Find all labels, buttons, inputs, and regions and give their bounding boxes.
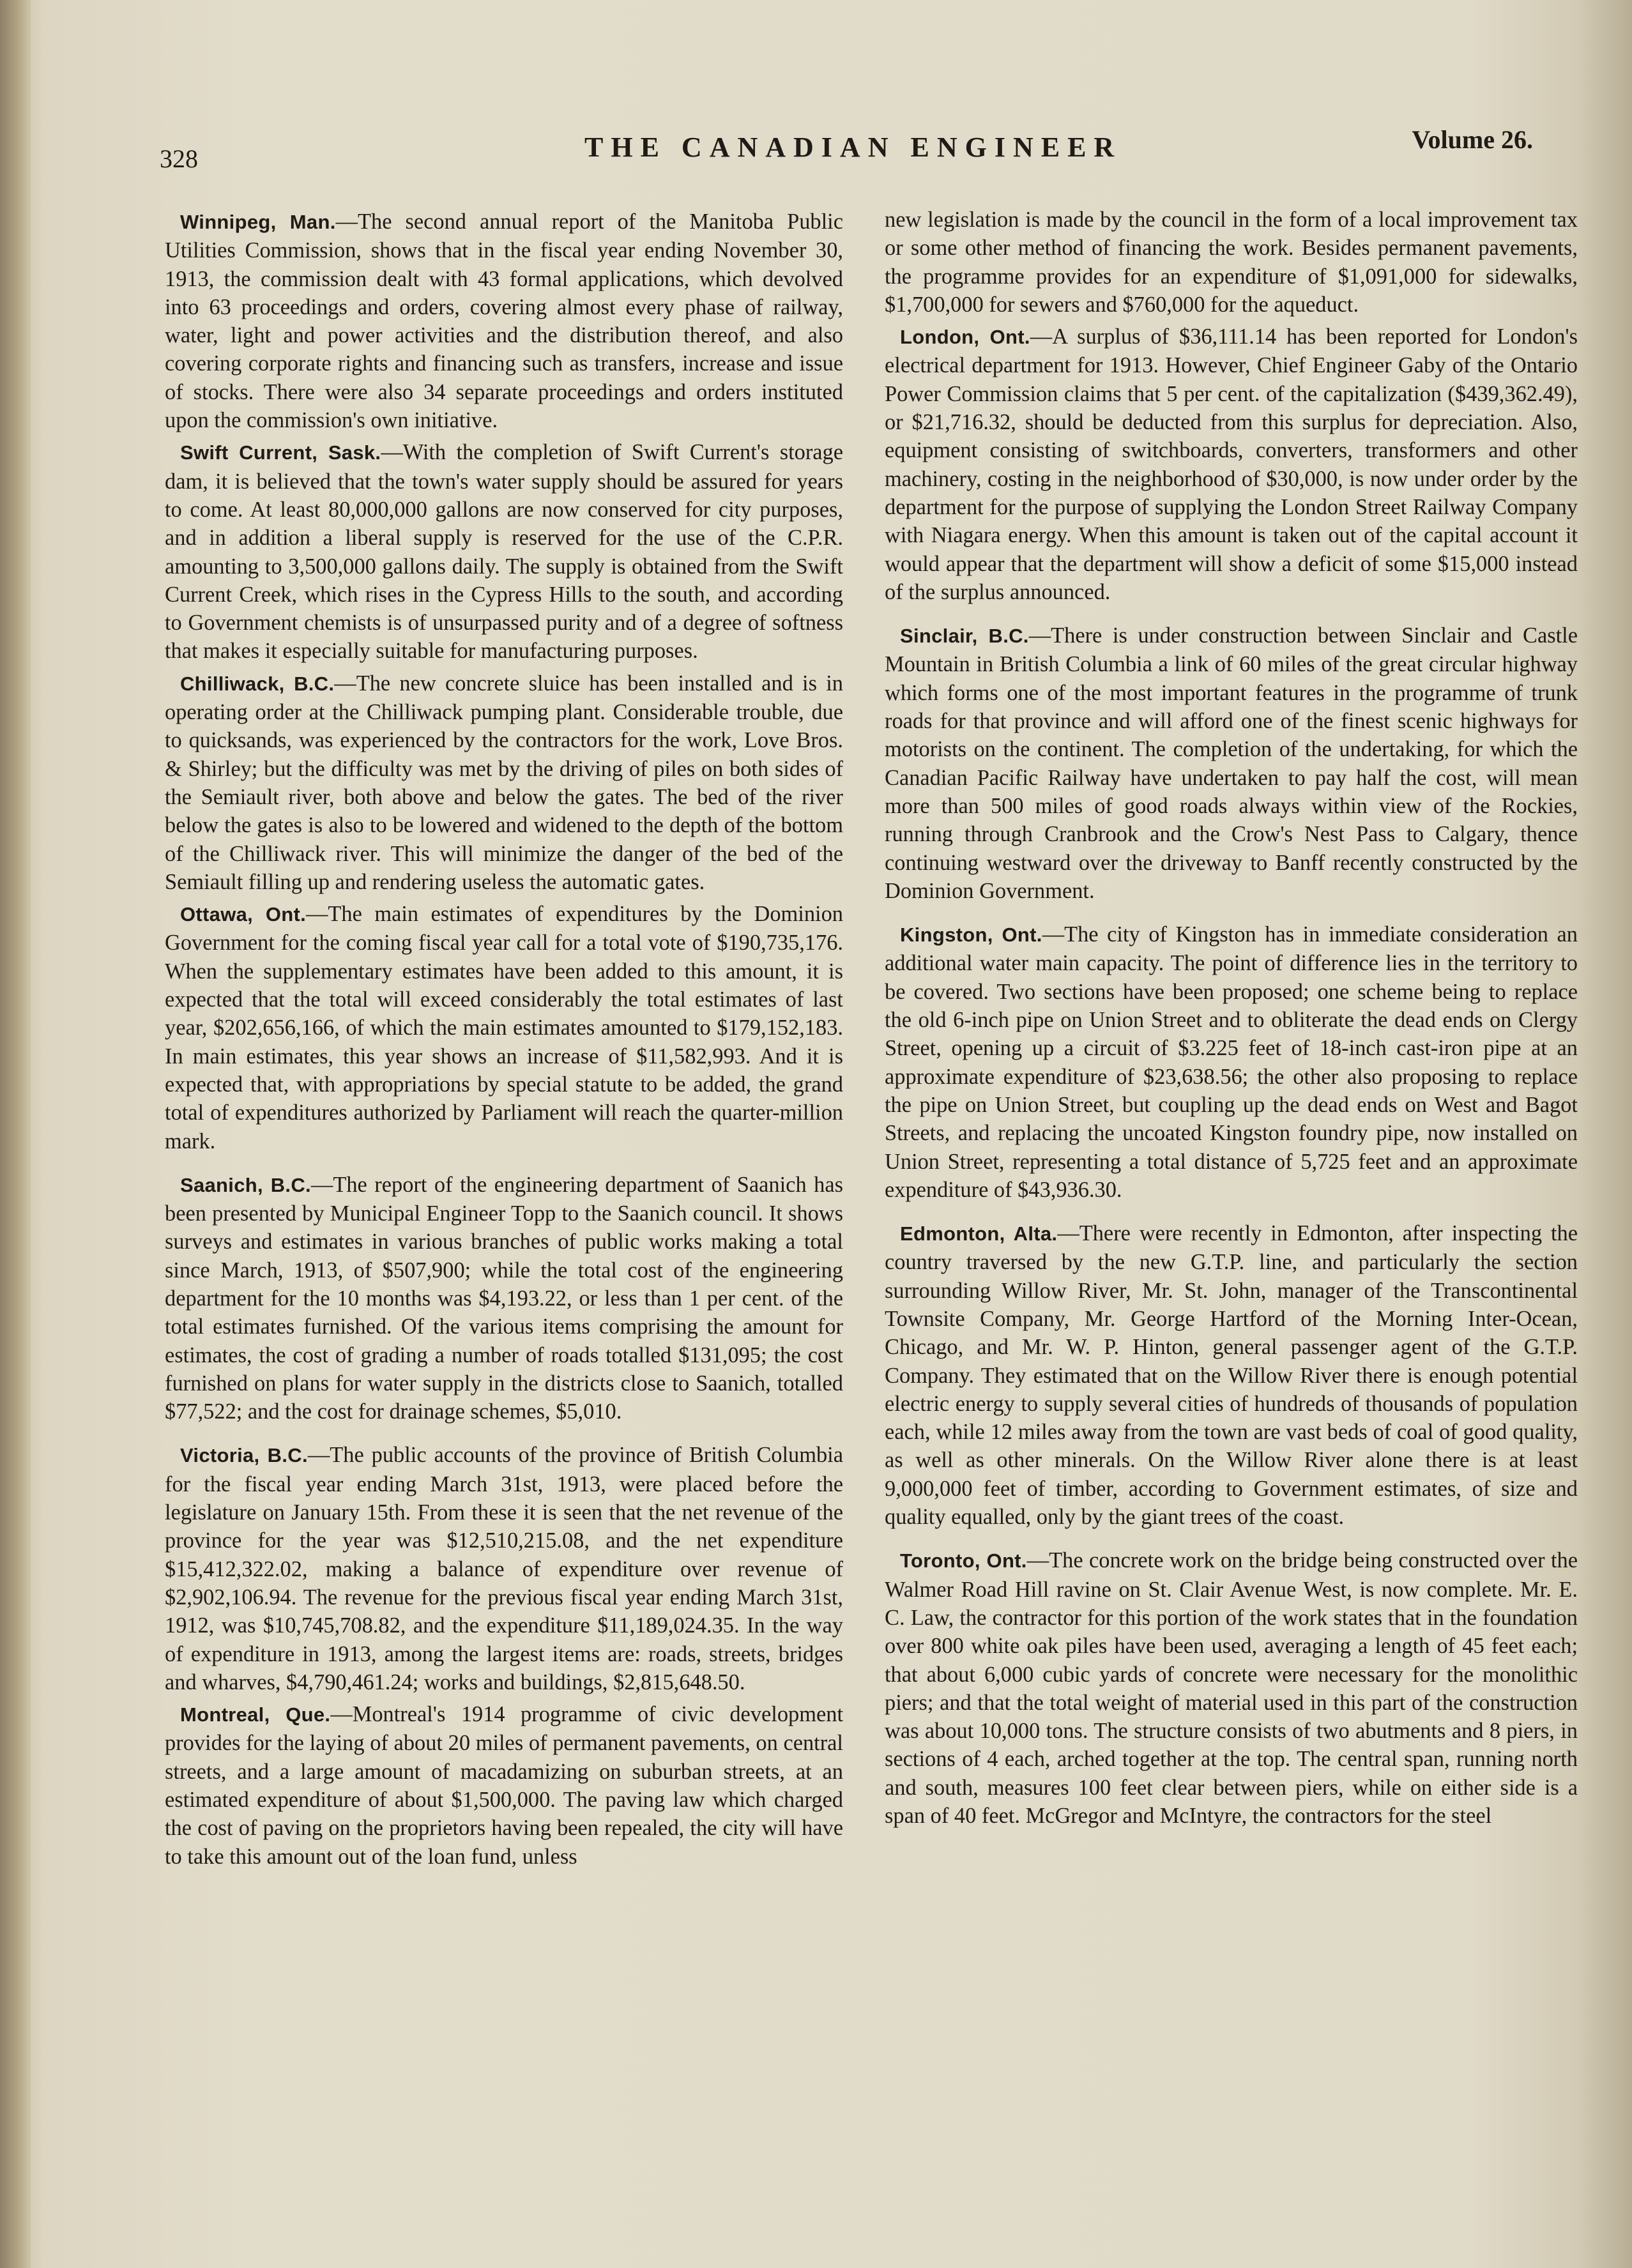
article-sinclair (885, 621, 1578, 905)
article-montreal-continued (885, 206, 1578, 319)
volume-label: Volume 26. (1412, 125, 1533, 154)
article-text: —The new concrete sluice has been installed and is in operating order at the Chilliwack pumping plant. Considerable trouble, due to quicksands, was experienced by the contractors for the work, Love Bros. & Shirley; but the difficulty was met by the driving of piles on both sides of the Semiault river, both above and below the gates. The bed of the river below the gates is also to be lowered and widened to the depth of the bottom of the Chilliwack river. This will minimize the danger of the bed of the Semiault filling up and rendering useless the automatic gates. (165, 671, 843, 894)
article-heading: Winnipeg, Man. (180, 211, 336, 233)
article-heading: Saanich, B.C. (180, 1173, 311, 1196)
right-column (885, 206, 1578, 1834)
article-heading: Chilliwack, B.C. (180, 672, 335, 695)
article-chilliwack (165, 669, 843, 896)
article-heading: Sinclair, B.C. (900, 625, 1029, 648)
page-binding-edge (0, 0, 31, 2268)
article-text: new legislation is made by the council in the form of a local improvement tax or some other method of financing the work. Besides permanent pavements, the programme provides for an expenditure of $1,091,000 for sidewalks, $1,700,000 for sewers and $760,000 for the aqueduct. (885, 208, 1578, 317)
article-winnipeg (165, 208, 843, 434)
page-number: 328 (160, 144, 198, 173)
article-heading: Kingston, Ont. (900, 924, 1042, 947)
article-ottawa (165, 900, 843, 1155)
article-heading: Montreal, Que. (180, 1703, 331, 1726)
article-text: —A surplus of $36,111.14 has been reported for London's electrical department for 1913. However, Chief Engineer Gaby of the Ontario Power Commission claims that 5 per cent. of the capitalization ($439,362.49), or $21,716.32, should be deducted from this surplus for depreciation. Also, equipment consisting of switchboards, converters, transformers and other machinery, costing in the neighborhood of $30,000, is now under order by the department for the purpose of supplying the London Street Railway Company with Niagara energy. When this amount is taken out of the capital account it would appear that the department will show a deficit of some $15,000 instead of the surplus announced. (885, 324, 1578, 604)
article-toronto (885, 1546, 1578, 1830)
article-text: —There is under construction between Sinclair and Castle Mountain in British Columbia a link of 60 miles of the great circular highway which forms one of the most important features in the programme of trunk roads for that province and will afford one of the finest scenic highways for motorists on the continent. The completion of the undertaking, for which the Canadian Pacific Railway have undertaken to pay half the cost, will mean more than 500 miles of good roads always within view of the Rockies, running through Cranbrook and the Crow's Nest Pass to Calgary, thence continuing westward over the driveway to Banff recently constructed by the Dominion Government. (885, 623, 1578, 903)
article-text: —The second annual report of the Manitoba Public Utilities Commission, shows that in the fiscal year ending November 30, 1913, the commission dealt with 43 formal applications, which devolved into 63 proceedings and orders, covering almost every phase of railway, water, light and power activities and the distribution thereof, and also covering corporate rights and financing such as transfers, increase and issue of stocks. There were also 34 separate proceedings and orders instituted upon the commission's own initiative. (165, 209, 843, 433)
page-header (160, 118, 1552, 173)
article-text: —There were recently in Edmonton, after inspecting the country traversed by the new G.T.P. line, and particularly the section surrounding Willow River, Mr. St. John, manager of the Transcontinental Townsite Company, Mr. George Hartford of the Morning Inter-Ocean, Chicago, and Mr. W. P. Hinton, general passenger agent of the G.T.P. Company. They estimated that on the Willow River there is enough potential electric energy to supply several cities of hundreds of thousands of population each, while 12 miles away from the town are vast beds of coal of good quality, as well as other minerals. On the Willow River alone there is at least 9,000,000 feet of timber, according to Government estimates, of size and quality equalled, only by the giant trees of the coast. (885, 1221, 1578, 1530)
article-heading: Ottawa, Ont. (180, 903, 307, 926)
article-heading: Victoria, B.C. (180, 1444, 308, 1467)
article-edmonton (885, 1219, 1578, 1531)
article-heading: London, Ont. (900, 326, 1030, 349)
article-heading: Swift Current, Sask. (180, 441, 381, 464)
article-text: —The concrete work on the bridge being constructed over the Walmer Road Hill ravine on St. Clair Avenue West, is now complete. Mr. E. C. Law, the contractor for this portion of the work states that in the foundation over 800 white oak piles have been used, averaging a length of 45 feet each; that about 6,000 cubic yards of concrete were necessary for the monolithic piers; and that the total weight of material used in this part of the construction was about 10,000 tons. The structure consists of two abutments and 8 piers, in sections of 4 each, arched together at the top. The central span, running north and south, measures 100 feet clear between piers, while on either side is a span of 40 feet. McGregor and McIntyre, the contractors for the steel (885, 1548, 1578, 1829)
article-heading: Toronto, Ont. (900, 1549, 1027, 1572)
article-montreal (165, 1700, 843, 1871)
article-victoria (165, 1441, 843, 1696)
article-text: —The report of the engineering department of Saanich has been presented by Municipal Engineer Topp to the Saanich council. It shows surveys and estimates in various branches of public works making a total since March, 1913, of $507,900; while the total cost of the engineering department for the 10 months was $4,193.22, or less than 1 per cent. of the total estimates furnished. Of the various items comprising the amount for estimates, the cost of grading a number of roads totalled $131,095; the cost furnished on plans for water supply in the districts close to Saanich, totalled $77,522; and the cost for drainage schemes, $5,010. (165, 1172, 843, 1424)
article-text: —The public accounts of the province of British Columbia for the fiscal year ending March 31st, 1913, were placed before the legislature on January 15th. From these it is seen that the net revenue of the province for the year was $12,510,215.08, and the net expenditure $15,412,322.02, making a balance of expenditure over revenue of $2,902,106.94. The revenue for the previous fiscal year ending March 31st, 1912, was $10,745,708.82, and the expenditure $11,189,024.35. In the way of expenditure in 1913, among the largest items are: roads, streets, bridges and wharves, $4,790,461.24; works and buildings, $2,815,648.50. (165, 1443, 844, 1694)
article-text: —With the completion of Swift Current's storage dam, it is believed that the town's water supply should be assured for years to come. At least 80,000,000 gallons are now conserved for city purposes, and in addition a liberal supply is reserved for the use of the C.P.R. amounting to 3,500,000 gallons daily. The supply is obtained from the Swift Current Creek, which rises in the Cypress Hills to the south, and according to Government chemists is of unsurpassed purity and of a degree of softness that makes it especially suitable for manufacturing purposes. (165, 440, 844, 664)
article-text: —Montreal's 1914 programme of civic development provides for the laying of about 20 miles of permanent pavements, on central streets, and a large amount of macadamizing on suburban streets, at an estimated expenditure of about $1,500,000. The paving law which charged the cost of paving on the proprietors having been repealed, the city will have to take this amount out of the loan fund, unless (165, 1702, 843, 1869)
left-column (165, 208, 843, 1875)
article-london (885, 323, 1578, 606)
article-saanich (165, 1171, 843, 1426)
article-swift-current (165, 438, 843, 665)
article-heading: Edmonton, Alta. (900, 1222, 1058, 1245)
article-text: —The city of Kingston has in immediate consideration an additional water main capacity. The point of difference lies in the territory to be covered. Two sections have been proposed; one scheme being to replace the old 6-inch pipe on Union Street and to obliterate the dead ends on Clergy Street, opening up a circuit of $3.225 feet of 18-inch cast-iron pipe at an approximate expenditure of $23,638.56; the other also proposing to replace the pipe on Union Street, but coupling up the dead ends on West and Bagot Streets, and replacing the uncoated Kingston foundry pipe, now installed on Union Street, representing a total distance of 5,725 feet and an approximate expenditure of $43,936.30. (885, 922, 1578, 1202)
article-kingston (885, 920, 1578, 1204)
article-text: —The main estimates of expenditures by the Dominion Government for the coming fiscal year call for a total vote of $190,735,176. When the supplementary estimates have been added to this amount, it is expected that the total will exceed considerably the total estimates of last year, $202,656,166, of which the main estimates amounted to $179,152,183. In main estimates, this year shows an increase of $11,582,993. And it is expected that, with appropriations by special statute to be added, the grand total of expenditures authorized by Parliament will reach the quarter-million mark. (165, 902, 843, 1153)
running-title: THE CANADIAN ENGINEER (584, 132, 1122, 163)
